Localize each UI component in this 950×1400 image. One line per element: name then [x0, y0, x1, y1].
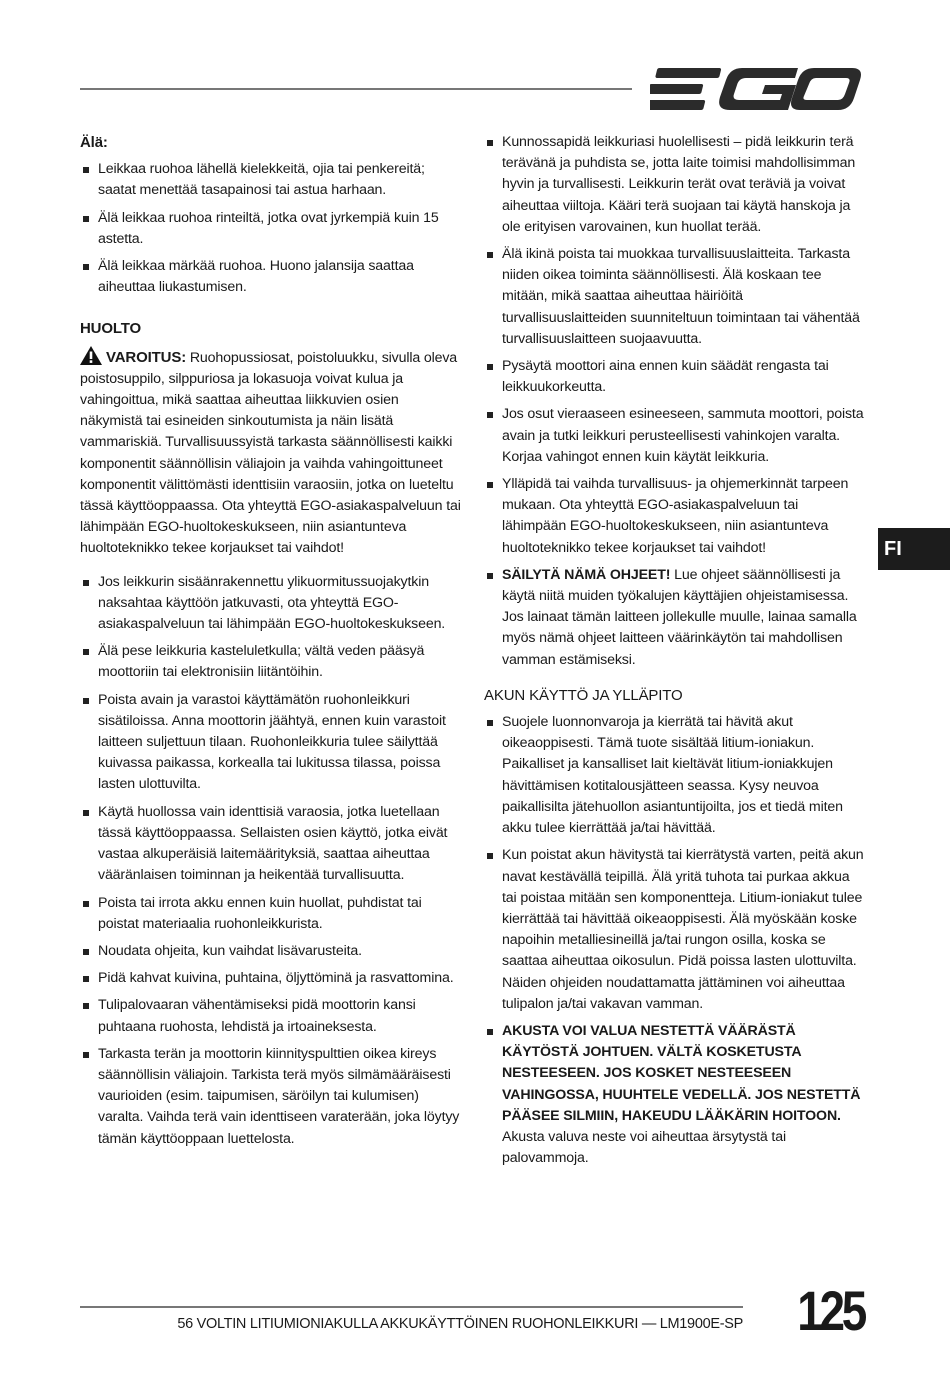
warning-paragraph	[80, 346, 464, 560]
list-item: Älä ikinä poista tai muokkaa turvallisuuslaitteita. Tarkasta niiden oikea toiminta säännöllisesti. Älä koskaan tee mitään, mikä saattaa aiheuttaa häiriöitä turvallisuuslaitteiden suunniteltuun toimintaan tai vähentää turvallisuuslaitteen suojaavuutta.	[484, 244, 864, 350]
left-column	[80, 132, 464, 1156]
heading-akku: AKUN KÄYTTÖ JA YLLÄPITO	[484, 686, 683, 704]
list-item: Ylläpidä tai vaihda turvallisuus- ja ohjemerkinnät tarpeen mukaan. Ota yhteyttä EGO-asiakaspalveluun tai lähimpään EGO-huoltokeskukseen, niin asiantunteva huoltoteknikko tekee korjaukset tai vaihdot!	[484, 474, 864, 559]
leak-warning-item	[484, 1021, 864, 1169]
list-item: Jos osut vieraaseen esineeseen, sammuta moottori, poista avain ja tutki leikkuri perusteellisesti vahinkojen varalta. Korjaa vahingot ennen kuin käytät leikkuria.	[484, 404, 864, 468]
save-instructions-item	[484, 565, 864, 671]
list-item: Älä leikkaa ruohoa rinteiltä, jotka ovat jyrkempiä kuin 15 astetta.	[80, 208, 464, 250]
maintenance-list	[484, 132, 864, 671]
list-item: Kunnossapidä leikkuriasi huolellisesti – pidä leikkurin terä terävänä ja puhdista se, jotta laite toimisi mahdollisimman hyvin ja turvallisesti. Leikkurin terät ovat teräviä ja voivat aiheuttaa viiltoja. Kääri terä suojaan tai käytä hanskoja ja ole erityisen varovainen, kun huollat terää.	[484, 132, 864, 238]
warning-triangle-icon	[80, 346, 102, 365]
footer-rule	[80, 1306, 743, 1308]
warning-label: VAROITUS:	[106, 348, 187, 366]
heading-huolto: HUOLTO	[80, 320, 142, 338]
leak-warning-bold: AKUSTA VOI VALUA NESTETTÄ VÄÄRÄSTÄ KÄYTÖSTÄ JOHTUEN. VÄLTÄ KOSKETUSTA NESTEESEEN. JOS KOSKET NESTEESEEN VAHINGOSSA, HUUHTELE VEDELLÄ. JOS NESTETTÄ PÄÄSEE SILMIIN, HAKEUDU LÄÄKÄRIN HOITOON.	[502, 1022, 861, 1124]
heading-ala: Älä:	[80, 134, 108, 151]
page-number: 125	[797, 1279, 864, 1342]
list-item: Poista avain ja varastoi käyttämätön ruohonleikkuri sisätiloissa. Anna moottorin jäähtyä, ennen kuin varastoit laitteen suljettuun tilaan. Ruohonleikkuria tulee säilyttää kuivassa paikassa, korkealla tai lukitussa tilassa, poissa lasten ulottuvilta.	[80, 690, 464, 796]
save-instructions-text: Lue ohjeet säännöllisesti ja käytä niitä muiden työkalujen käyttäjien ohjeistamisessa. Jos lainaat tämän laitteen jollekulle muulle, lainaa samalla myös nämä ohjeet laitteen väärinkäytön tai mahdollisen vamman estämiseksi.	[502, 566, 857, 668]
warning-text: Ruohopussiosat, poistoluukku, sivulla oleva poistosuppilo, silppuriosa ja lokasuoja voivat kulua ja vahingoittua, mikä saattaa aiheuttaa liikkuvien osien näkymistä tai esineiden sinkoutumista ja näin lisätä vammariskiä. Turvallisuussyistä tarkasta säännöllisesti kaikki komponentit säännöllisin väliajoin ja vaihda vahingoittuneet komponentit välittömästi identtisiin varaosiin, jotka on lueteltu tässä käyttöoppaassa. Ota yhteyttä EGO-asiakaspalveluun tai lähimpään EGO-huoltokeskukseen, niin asiantunteva huoltoteknikko tekee korjaukset tai vaihdot!	[80, 349, 461, 557]
language-tab: FI	[878, 528, 950, 570]
list-item: Käytä huollossa vain identtisiä varaosia, jotka luetellaan tässä käyttöoppaassa. Sellaisten osien käyttö, jotka eivät vastaa alkuperäisiä laitemäärityksiä, saattaa aiheuttaa vääränlaisen toiminnan ja heikentää turvallisuutta.	[80, 802, 464, 887]
list-item: Tulipalovaaran vähentämiseksi pidä moottorin kansi puhtaana ruohosta, lehdistä ja irtoaineksesta.	[80, 995, 464, 1037]
leak-warning-text: Akusta valuva neste voi aiheuttaa ärsytystä tai palovammoja.	[502, 1128, 786, 1167]
footer-title: 56 VOLTIN LITIUMIONIAKULLA AKKUKÄYTTÖINEN RUOHONLEIKKURI — LM1900E-SP	[177, 1316, 743, 1332]
ala-list	[80, 159, 464, 298]
save-instructions-bold: SÄILYTÄ NÄMÄ OHJEET!	[502, 566, 671, 583]
list-item: Kun poistat akun hävitystä tai kierrätystä varten, peitä akun navat kestävällä teipillä. Älä yritä tuhota tai purkaa akkua tai poistaa mitään sen komponentteja. Litium-ioniakut tulee kierrättää tai hävittää oikeaoppisesti. Älä myöskään koske napoihin metalliesineillä ja/tai rungon osilla, koska se saattaa aiheuttaa oikosulun. Pidä poissa lasten ulottuvilta. Näiden ohjeiden noudattamatta jättäminen voi aiheuttaa tulipalon ja/tai vakavan vamman.	[484, 845, 864, 1015]
right-column	[484, 132, 864, 1175]
list-item: Leikkaa ruohoa lähellä kielekkeitä, ojia tai penkereitä; saatat menettää tasapainosi tai astua harhaan.	[80, 159, 464, 201]
list-item: Jos leikkurin sisäänrakennettu ylikuormitussuojakytkin naksahtaa käyttöön jatkuvasti, ota yhteyttä EGO-asiakaspalveluun tai lähimpään EGO-huoltokeskukseen.	[80, 572, 464, 636]
akku-list	[484, 712, 864, 1169]
list-item: Älä pese leikkuria kasteluletkulla; vältä veden pääsyä moottoriin tai elektronisiin liitäntöihin.	[80, 641, 464, 683]
list-item: Älä leikkaa märkää ruohoa. Huono jalansija saattaa aiheuttaa liukastumisen.	[80, 256, 464, 298]
list-item: Noudata ohjeita, kun vaihdat lisävarusteita.	[80, 941, 464, 962]
list-item: Tarkasta terän ja moottorin kiinnityspulttien oikea kireys säännöllisin väliajoin. Tarkista terä myös silmämääräisesti vaurioiden (esim. taipumisen, säröilyn tai kulumisen) varalta. Vaihda terä vain identtiseen varaterään, joka löytyy tämän käyttöoppaan luettelosta.	[80, 1044, 464, 1150]
list-item: Suojele luonnonvaroja ja kierrätä tai hävitä akut oikeaoppisesti. Tämä tuote sisältää litium-ioniakun. Paikalliset ja kansalliset lait kieltävät litium-ioniakkujen hävittämisen kotitalousjätteen seassa. Kysy neuvoa paikallisilta jätehuollon asiantuntijoilta, jos et tiedä miten akku tulee kierrättää ja/tai hävittää.	[484, 712, 864, 839]
header-rule	[80, 88, 632, 90]
list-item: Poista tai irrota akku ennen kuin huollat, puhdistat tai poistat materiaalia ruohonleikkurista.	[80, 893, 464, 935]
ego-logo	[650, 66, 862, 112]
list-item: Pysäytä moottori aina ennen kuin säädät rengasta tai leikkuukorkeutta.	[484, 356, 864, 398]
list-item: Pidä kahvat kuivina, puhtaina, öljyttöminä ja rasvattomina.	[80, 968, 464, 989]
huolto-list	[80, 572, 464, 1150]
